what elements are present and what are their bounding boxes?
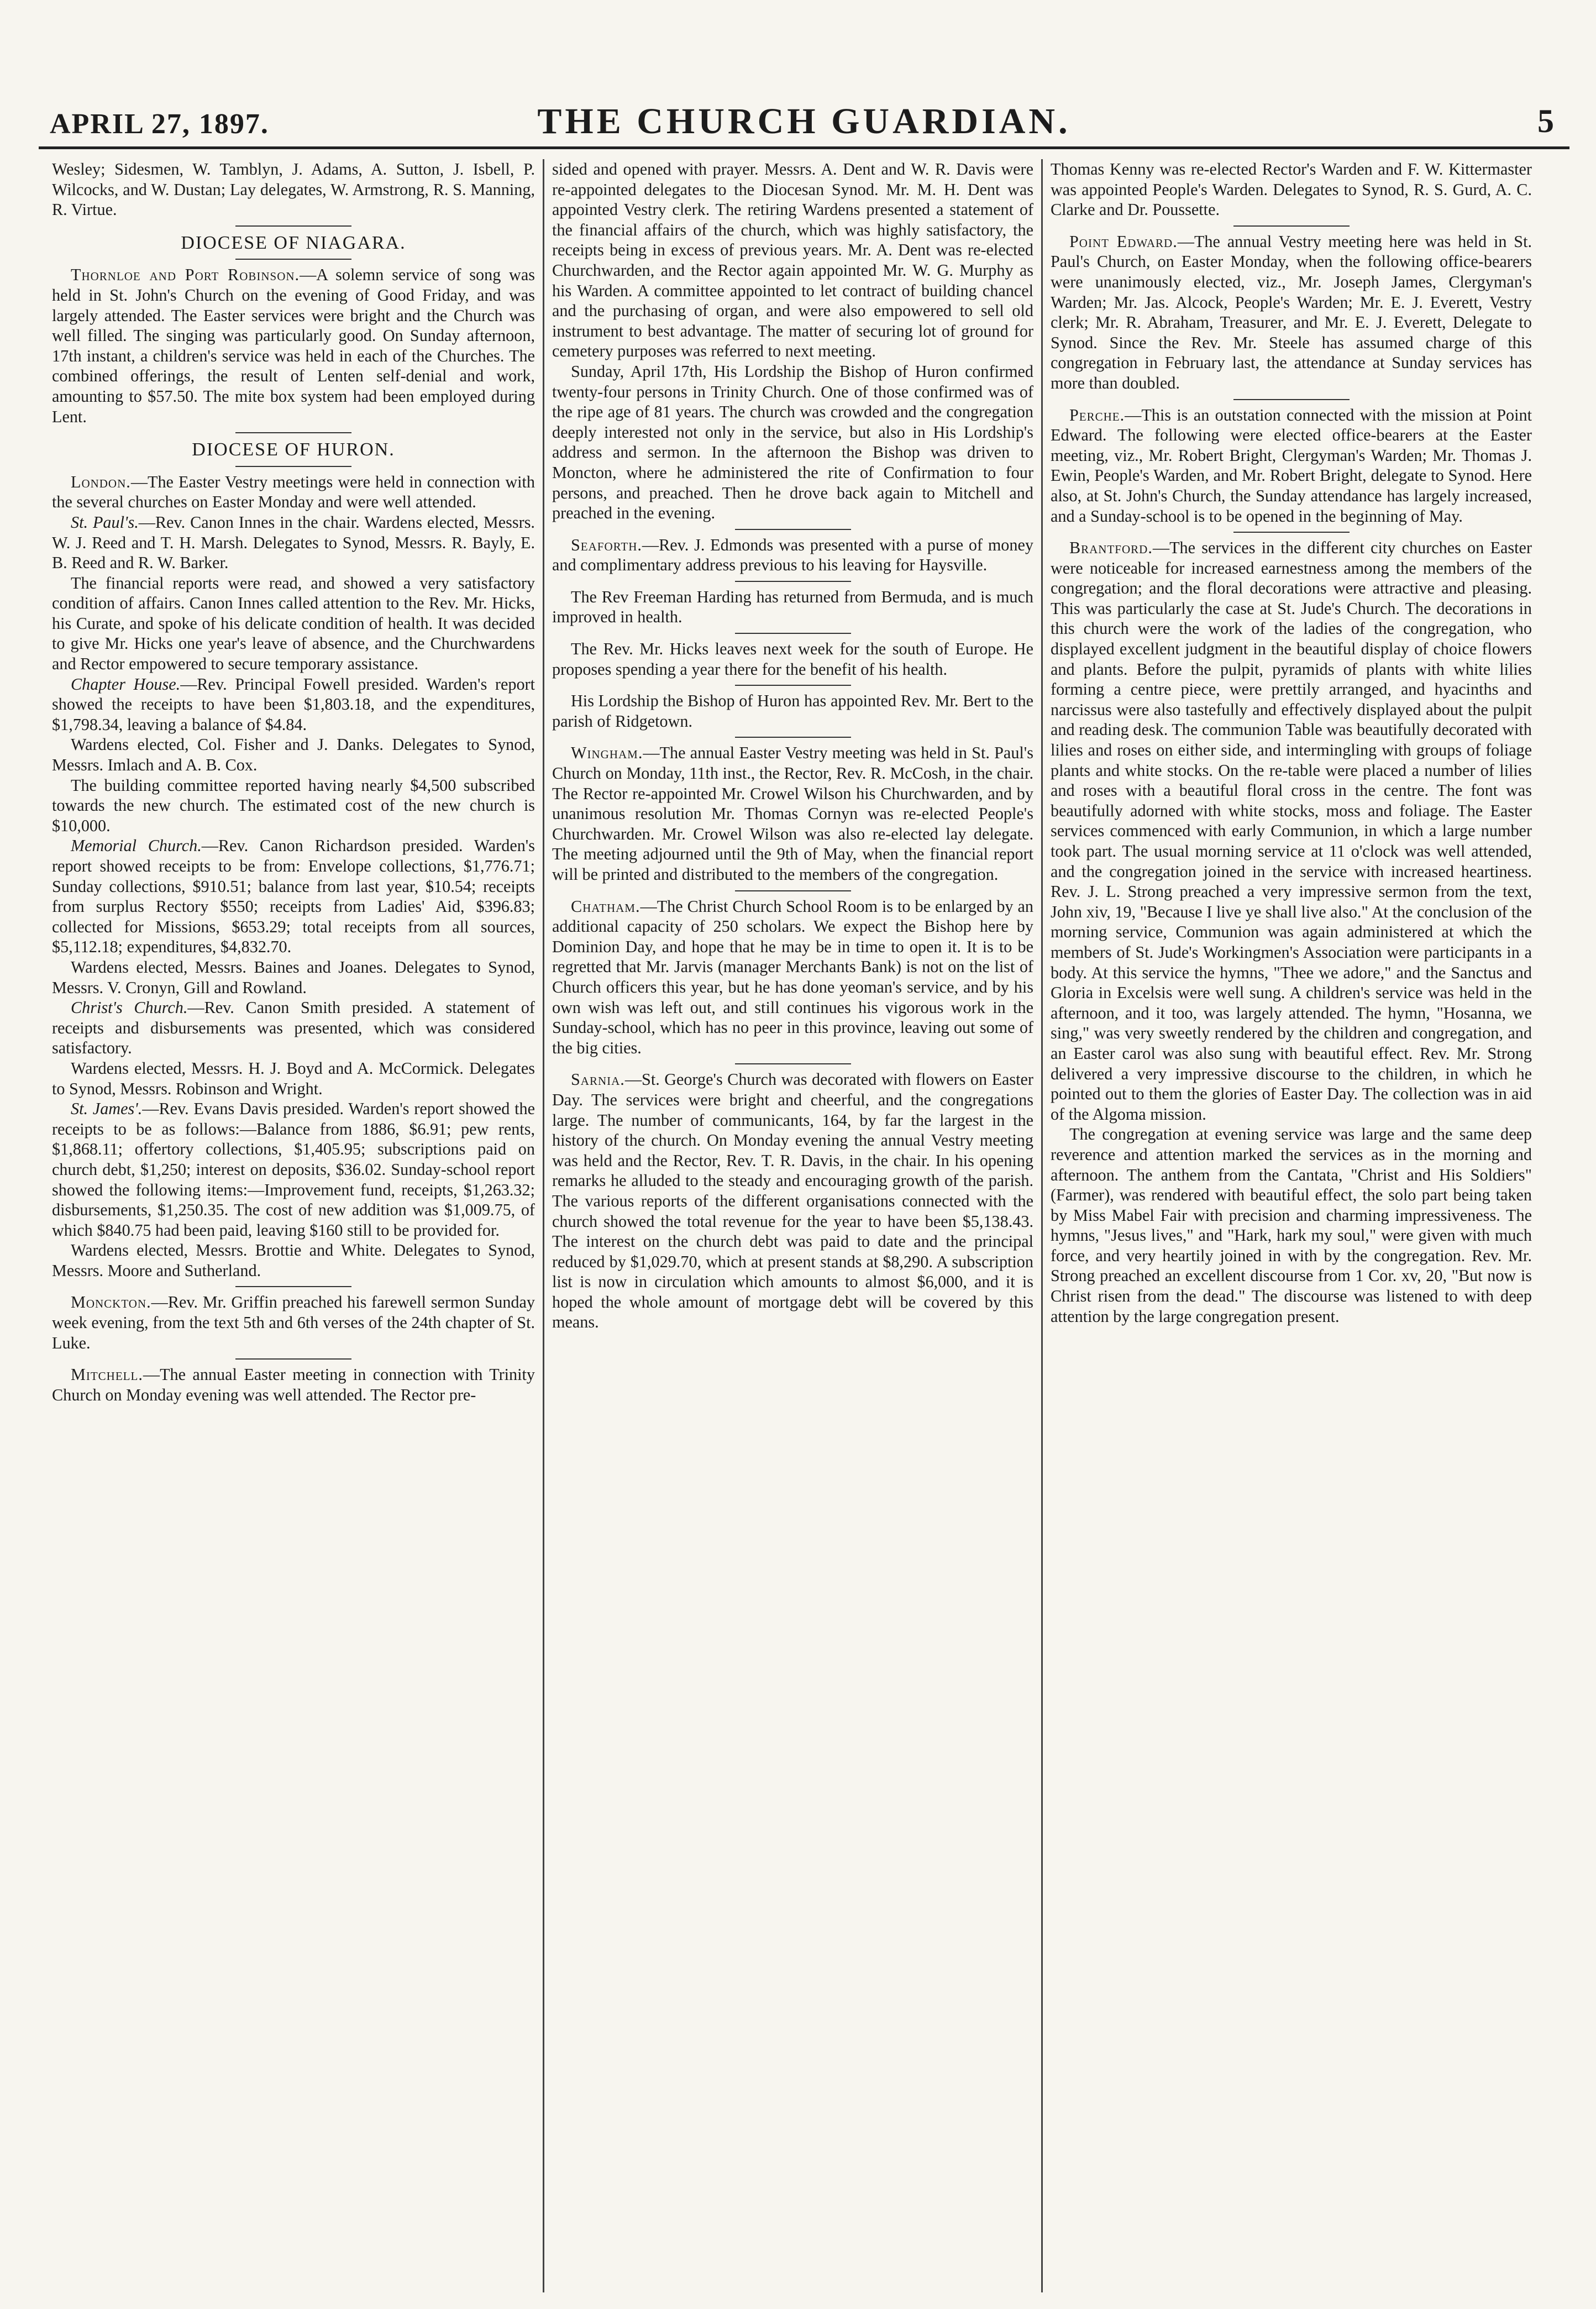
section-rule: [235, 1358, 351, 1360]
paragraph-text: —Rev. Principal Fowell presided. Warden's report showed the receipts to have been $1,803.18, and the expenditures, $1,798.34, leaving a balance of $4.84.: [52, 674, 535, 734]
paragraph: His Lordship the Bishop of Huron has appointed Rev. Mr. Bert to the parish of Ridgetown.: [552, 691, 1033, 731]
paragraph: The congregation at evening service was large and the same deep reverence and attention marked the services as in the morning and afternoon. The anthem from the Cantata, "Christ and His Soldiers" (Farmer), was rendered with beautiful effect, the solo part being taken by Miss Mabel Fair with precision and charming impressiveness. The hymns, "Jesus lives," and "Hark, hark my soul," were given with much force, and very heartily joined in with by the congregation. Rev. Mr. Strong preached an excellent discourse from 1 Cor. xv, 20, "But now is Christ risen from the dead." The discourse was listened to with deep attention by the large congregation present.: [1051, 1125, 1532, 1326]
place-name: Brantford.: [1069, 538, 1153, 558]
paragraph-text: —Rev. Evans Davis presided. Warden's report showed the receipts to be as follows:—Balance from 1886, $6.91; pew rents, $1,868.11; offertory collections, $1,405.95; subscriptions paid on church debt, $1,250; interest on deposits, $36.02. Sunday-school report showed the following items:—Improvement fund, receipts, $1,263.32; disbursements, $1,250.35. The cost of new addition was $1,009.75, of which $840.75 had been paid, leaving $160 still to be provided for.: [52, 1099, 535, 1240]
page-number: 5: [1537, 103, 1554, 139]
section-rule: [735, 1063, 851, 1064]
paragraph: [52, 674, 535, 735]
paragraph: The Rev Freeman Harding has returned from Bermuda, and is much improved in health.: [552, 587, 1033, 627]
paragraph: Wesley; Sidesmen, W. Tamblyn, J. Adams, A. Sutton, J. Isbell, P. Wilcocks, and W. Dustan; Lay delegates, W. Armstrong, R. S. Manning, R. Virtue.: [52, 160, 535, 219]
column-3: [1041, 159, 1540, 2292]
paragraph: [52, 1099, 535, 1240]
paragraph-text: —The annual Easter meeting in connection with Trinity Church on Monday evening was well attended. The Rector pre-: [52, 1365, 535, 1404]
church-name: Memorial Church.: [71, 836, 202, 856]
place-name: Monckton.: [71, 1293, 151, 1312]
masthead-rule: [39, 146, 1569, 149]
paragraph: [1051, 538, 1532, 1124]
section-rule: [1233, 225, 1350, 227]
section-rule: [735, 685, 851, 686]
paragraph: Wardens elected, Messrs. Baines and Joanes. Delegates to Synod, Messrs. V. Cronyn, Gill and Rowland.: [52, 957, 535, 997]
church-name: St. James'.: [71, 1099, 143, 1119]
paragraph: The building committee reported having nearly $4,500 subscribed towards the new church. The estimated cost of the new church is $10,000.: [52, 775, 535, 835]
paragraph-text: —St. George's Church was decorated with flowers on Easter Day. The services were bright and cheerful, and the congregations large. The number of communicants, 164, by far the largest in the history of the church. On Monday evening the annual Vestry meeting was held and the Rector, Rev. T. R. Davis, in the chair. In his opening remarks he alluded to the steady and encouraging growth of the parish. The various reports of the different organisations connected with the church showed the total revenue for the year to have been $5,138.43. The interest on the church debt was paid to date and the principal reduced by $1,029.70, which at present stands at $8,290. A subscription list is now in circulation which amounts to almost $6,000, and it is hoped the whole amount of mortgage debt will be covered by this means.: [552, 1070, 1033, 1332]
paragraph: [52, 998, 535, 1058]
newspaper-title: THE CHURCH GUARDIAN.: [537, 101, 1071, 141]
paragraph: sided and opened with prayer. Messrs. A. Dent and W. R. Davis were re-appointed delegates to the Diocesan Synod. Mr. M. H. Dent was appointed Vestry clerk. The retiring Wardens presented a statement of the financial affairs of the church, which was highly satisfactory, the receipts being in excess of previous years. Mr. A. Dent was re-elected Churchwarden, and the Rector again appointed Mr. W. G. Murphy as his Warden. A committee appointed to let contract of building chancel and the purchasing of organ, and were also empowered to sell old instrument to best advantage. The matter of securing lot of ground for cemetery purposes was referred to next meeting.: [552, 160, 1033, 361]
section-rule: [235, 466, 351, 467]
place-name: Mitchell.: [71, 1365, 143, 1384]
paragraph: Wardens elected, Messrs. H. J. Boyd and A. McCormick. Delegates to Synod, Messrs. Robinson and Wright.: [52, 1058, 535, 1098]
paragraph-text: —Rev. Mr. Griffin preached his farewell sermon Sunday week evening, from the text 5th and 6th verses of the 24th chapter of St. Luke.: [52, 1293, 535, 1352]
section-rule: [235, 1286, 351, 1287]
paragraph: Sunday, April 17th, His Lordship the Bishop of Huron confirmed twenty-four persons in Trinity Church. One of those confirmed was of the ripe age of 81 years. The church was crowded and the congregation deeply interested not only in the service, but also in His Lordship's address and sermon. In the afternoon the Bishop was driven to Moncton, where he administered the rite of Confirmation to four persons, and preached. Then he drove back again to Mitchell and preached in the evening.: [552, 361, 1033, 523]
church-name: Christ's Church.: [71, 998, 188, 1017]
paragraph: The financial reports were read, and showed a very satisfactory condition of affairs. Canon Innes called attention to the Rev. Mr. Hicks, his Curate, and spoke of his delicate condition of health. It was decided to give Mr. Hicks one year's leave of absence, and the Churchwardens and Rector empowered to secure temporary assistance.: [52, 573, 535, 674]
section-rule: [235, 259, 351, 260]
section-heading: DIOCESE OF NIAGARA.: [181, 232, 406, 253]
paragraph: [552, 535, 1033, 575]
paragraph-text: —Rev. Canon Smith presided. A statement of receipts and disbursements was presented, which was considered satisfactory.: [52, 998, 535, 1058]
church-name: St. Paul's.: [71, 512, 139, 532]
paragraph: [52, 836, 535, 957]
issue-date: APRIL 27, 1897.: [50, 108, 269, 140]
section-rule: [735, 529, 851, 530]
article-columns: [44, 159, 1564, 2292]
place-name: Sarnia.: [571, 1070, 625, 1089]
section-rule: [735, 737, 851, 738]
paragraph-text: —This is an outstation connected with the mission at Point Edward. The following were elected office-bearers at the Easter meeting, viz., Mr. Robert Bright, Clergyman's Warden; Mr. Thomas J. Ewin, People's Warden, and Mr. Robert Bright, delegate to Synod. Here also, at St. John's Church, the Sunday attendance has largely increased, and a Sunday-school is to be opened in the beginning of May.: [1051, 405, 1532, 526]
place-name: Chatham.: [571, 896, 641, 916]
paragraph-text: —The annual Easter Vestry meeting was held in St. Paul's Church on Monday, 11th inst., the Rector, Rev. R. McCosh, in the chair. The Rector re-appointed Mr. Crowel Wilson his Churchwarden, and by unanimous resolution Mr. Thomas Cornyn was re-elected People's Churchwarden. Mr. Crowel Wilson was also re-elected lay delegate. The meeting adjourned until the 9th of May, when the financial report will be printed and distributed to the members of the congregation.: [552, 743, 1033, 884]
section-heading: DIOCESE OF HURON.: [192, 439, 395, 460]
place-name: Wingham.: [571, 743, 643, 763]
paragraph-text: —The annual Vestry meeting here was held in St. Paul's Church, on Easter Monday, when the following office-bearers were unanimously elected, viz., Mr. Joseph James, Clergyman's Warden; Mr. Jas. Alcock, People's Warden; Mr. E. J. Everett, Vestry clerk; Mr. R. Abraham, Treasurer, and Mr. E. J. Everett, Delegate to Synod. Since the Rev. Mr. Steele has assumed charge of this congregation in February last, the attendance at Sunday services has more than doubled.: [1051, 232, 1532, 392]
church-name: Chapter House.: [71, 674, 181, 694]
section-rule: [735, 633, 851, 634]
section-rule: [1233, 532, 1350, 533]
section-rule: [735, 890, 851, 891]
paragraph-text: —Rev. Canon Richardson presided. Warden's report showed receipts to be from: Envelope collections, $1,776.71; Sunday collections, $910.51; balance from last year, $10.54; receipts from surplus Rectory $550; receipts from Ladies' Aid, $396.83; collected for Missions, $653.29; total receipts from all sources, $5,112.18; expenditures, $4,832.70.: [52, 836, 535, 957]
paragraph: [552, 896, 1033, 1058]
place-name: Perche.: [1069, 405, 1125, 424]
paragraph: [1051, 405, 1532, 527]
section-rule: [735, 581, 851, 582]
section-rule: [235, 225, 351, 227]
paragraph: [52, 265, 535, 427]
section-rule: [235, 432, 351, 433]
place-name: Point Edward.: [1069, 232, 1178, 251]
paragraph-text: —Rev. Canon Innes in the chair. Wardens elected, Messrs. W. J. Reed and T. H. Marsh. Delegates to Synod, Messrs. R. Bayly, E. B. Reed and R. W. Barker.: [52, 512, 535, 573]
column-1: [44, 159, 543, 2292]
paragraph: Thomas Kenny was re-elected Rector's Warden and F. W. Kittermaster was appointed People's Warden. Delegates to Synod, R. S. Gurd, A. C. Clarke and Dr. Poussette.: [1051, 160, 1532, 219]
place-name: Thornloe and Port Robinson.: [71, 265, 300, 285]
paragraph-text: —Rev. J. Edmonds was presented with a purse of money and complimentary address previous to his leaving for Haysville.: [552, 535, 1033, 575]
paragraph-text: —The Easter Vestry meetings were held in connection with the several churches on Easter Monday and were well attended.: [52, 472, 535, 512]
section-rule: [1233, 399, 1350, 400]
paragraph: [52, 472, 535, 512]
paragraph-text: —The Christ Church School Room is to be enlarged by an additional capacity of 250 scholars. We expect the Bishop here by Dominion Day, and hope that he may be in time to open it. It is to be regretted that Mr. Jarvis (manager Merchants Bank) is not on the list of Church officers this year, but he has done yeoman's service, and by his own wish was left out, and still continues his vigorous work in the Sunday-school, which has no peer in this province, leaving out some of the big cities.: [552, 896, 1033, 1057]
paragraph: [52, 1365, 535, 1405]
column-2: [543, 159, 1041, 2292]
paragraph: [52, 512, 535, 573]
paragraph: Wardens elected, Messrs. Brottie and White. Delegates to Synod, Messrs. Moore and Sutherland.: [52, 1241, 535, 1280]
paragraph-text: —The services in the different city churches on Easter were noticeable for increased earnestness among the members of the congregation; and the floral decorations were attractive and pleasing. This was particularly the case at St. Jude's Church. The decorations in this church were the work of the ladies of the congregation, who displayed excellent judgment in the beautiful display of choice flowers and plants. Before the pulpit, pyramids of plants with white lilies forming a centre piece, were prettily arranged, and hyacinths and narcissus were also tastefully and effectively displayed about the pulpit and reading desk. The communion Table was beautifully decorated with lilies and roses on either side, and intermingling with groups of foliage plants and white stocks. On the re-table were placed a number of lilies and roses with a beautiful floral cross in the centre. The font was beautifully adorned with white stocks, moss and foliage. The Easter services commenced with early Communion, in which a large number took part. The usual morning service at 11 o'clock was well attended, and the congregation joined in the service with increased heartiness. Rev. J. L. Strong preached a very impressive sermon from the text, John xiv, 19, "Because I live ye shall live also." At the conclusion of the morning service, Communion was again administered at which the members of St. Jude's Workingmen's Association were participants in a body. At this service the hymns, "Thee we adore," and the Sanctus and Gloria in Excelsis were well sung. A children's service was held in the afternoon, and it too, was largely attended. The hymn, "Hosanna, we sing," was very sweetly rendered by the children and congregation, and an Easter carol was also sung with beautiful effect. Rev. Mr. Strong delivered a very impressive discourse to the children, in which he pointed out to them the glories of Easter Day. The collection was in aid of the Algoma mission.: [1051, 538, 1532, 1124]
paragraph: [552, 743, 1033, 884]
place-name: London.: [71, 472, 131, 491]
paragraph: [552, 1069, 1033, 1332]
paragraph-text: —A solemn service of song was held in St. John's Church on the evening of Good Friday, and was largely attended. The Easter services were bright and the Church was well filled. The singing was particularly good. On Sunday afternoon, 17th instant, a children's service was held in each of the Churches. The combined offerings, the result of Lenten self-denial and work, amounting to $57.50. The mite box system had been employed during Lent.: [52, 265, 536, 426]
masthead: [39, 94, 1569, 149]
place-name: Seaforth.: [571, 535, 642, 554]
paragraph: [52, 1292, 535, 1353]
paragraph: The Rev. Mr. Hicks leaves next week for the south of Europe. He proposes spending a year there for the benefit of his health.: [552, 639, 1033, 679]
paragraph: Wardens elected, Col. Fisher and J. Danks. Delegates to Synod, Messrs. Imlach and A. B. Cox.: [52, 735, 535, 775]
paragraph: [1051, 232, 1532, 393]
